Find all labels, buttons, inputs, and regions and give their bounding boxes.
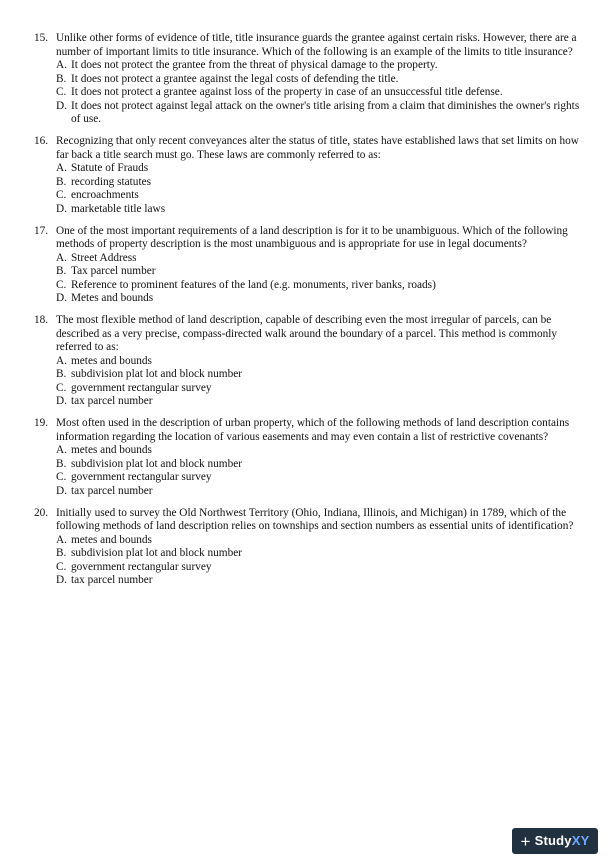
question-item <box>34 135 580 216</box>
answer-option <box>56 534 580 548</box>
option-letter: A. <box>56 162 67 174</box>
question-stem: Initially used to survey the Old Northwest Territory (Ohio, Indiana, Illinois, and Michigan) in 1789, which of the following methods of land description relies on townships and section numbers as essential units of identification? <box>56 506 574 532</box>
option-text: tax parcel number <box>71 574 153 586</box>
option-text: tax parcel number <box>71 395 153 407</box>
option-letter: B. <box>56 72 67 85</box>
answer-options <box>56 252 580 306</box>
answer-options <box>56 162 580 216</box>
answer-options <box>56 534 580 588</box>
question-number: 17. <box>34 224 49 237</box>
option-text: recording statutes <box>71 175 151 188</box>
question-stem: The most flexible method of land description, capable of describing even the most irregular of parcels, can be described as a very precise, compass-directed walk around the boundary of a parcel. This method is commonly referred to as: <box>56 314 558 353</box>
logo-text-accent: XY <box>571 833 590 849</box>
answer-option <box>56 355 580 369</box>
option-letter: D. <box>56 395 67 407</box>
option-letter: C. <box>56 471 67 483</box>
option-letter: A. <box>56 444 67 456</box>
plus-icon: + <box>520 831 531 851</box>
option-letter: B. <box>56 175 67 188</box>
answer-option <box>56 444 580 458</box>
option-text: marketable title laws <box>71 202 166 215</box>
option-text: metes and bounds <box>71 533 152 546</box>
option-letter: C. <box>56 278 67 291</box>
studyxy-logo <box>512 828 598 854</box>
option-text: Tax parcel number <box>71 265 156 277</box>
question-list <box>34 32 580 596</box>
option-letter: C. <box>56 189 67 201</box>
question-stem: Unlike other forms of evidence of title, title insurance guards the grantee against certain risks. However, there are a number of important limits to title insurance. Which of the following is an example of the limits to title insurance? <box>56 32 577 58</box>
option-text: tax parcel number <box>71 484 153 497</box>
option-letter: C. <box>56 86 67 98</box>
option-letter: D. <box>56 484 67 497</box>
question-number: 16. <box>34 135 49 147</box>
option-text: Metes and bounds <box>71 292 154 304</box>
option-text: subdivision plat lot and block number <box>71 457 243 470</box>
answer-option <box>56 162 580 176</box>
option-letter: C. <box>56 381 67 394</box>
answer-option <box>56 73 580 87</box>
question-number: 19. <box>34 417 49 429</box>
question-stem: One of the most important requirements of a land description is for it to be unambiguous. Which of the following methods of property description is the most unambiguous and is appropriate for use in legal documents? <box>56 224 568 250</box>
question-item <box>34 225 580 306</box>
option-letter: D. <box>56 574 67 586</box>
option-text: government rectangular survey <box>71 471 212 483</box>
answer-option <box>56 458 580 472</box>
option-letter: B. <box>56 547 67 559</box>
option-letter: A. <box>56 354 67 367</box>
answer-option <box>56 265 580 279</box>
answer-option <box>56 252 580 266</box>
question-number: 15. <box>34 32 49 44</box>
option-text: metes and bounds <box>71 444 152 456</box>
answer-options <box>56 59 580 127</box>
answer-option <box>56 561 580 575</box>
question-stem: Recognizing that only recent conveyances alter the status of title, states have established laws that set limits on how far back a title search must go. These laws are commonly referred to as: <box>56 135 579 161</box>
answer-option <box>56 100 580 127</box>
question-stem: Most often used in the description of urban property, which of the following methods of land description contains information regarding the location of various easements and may even contain a list of restrictive covenants? <box>56 417 570 443</box>
option-text: Street Address <box>71 251 137 264</box>
option-text: Statute of Frauds <box>71 162 149 174</box>
option-text: subdivision plat lot and block number <box>71 547 243 559</box>
option-letter: A. <box>56 251 67 264</box>
answer-option <box>56 59 580 73</box>
option-text: government rectangular survey <box>71 560 212 573</box>
question-item <box>34 507 580 588</box>
option-letter: B. <box>56 457 67 470</box>
answer-options <box>56 444 580 498</box>
answer-option <box>56 368 580 382</box>
question-number: 20. <box>34 506 49 519</box>
answer-options <box>56 355 580 409</box>
answer-option <box>56 279 580 293</box>
answer-option <box>56 292 580 306</box>
answer-option <box>56 176 580 190</box>
answer-option <box>56 485 580 499</box>
option-text: encroachments <box>71 189 139 201</box>
question-number: 18. <box>34 314 49 326</box>
answer-option <box>56 395 580 409</box>
option-letter: C. <box>56 560 67 573</box>
option-letter: D. <box>56 202 67 215</box>
option-letter: B. <box>56 368 67 380</box>
question-item <box>34 32 580 127</box>
option-letter: A. <box>56 59 67 71</box>
option-text: It does not protect a grantee against the legal costs of defending the title. <box>71 72 399 85</box>
answer-option <box>56 189 580 203</box>
question-item <box>34 314 580 409</box>
option-text: It does not protect a grantee against loss of the property in case of an unsuccessful title defense. <box>71 86 503 98</box>
option-text: It does not protect the grantee from the threat of physical damage to the property. <box>71 59 438 71</box>
answer-option <box>56 547 580 561</box>
answer-option <box>56 86 580 100</box>
answer-option <box>56 471 580 485</box>
option-text: It does not protect against legal attack on the owner's title arising from a claim that diminishes the owner's rights of use. <box>71 99 580 125</box>
option-letter: A. <box>56 533 67 546</box>
option-letter: B. <box>56 265 67 277</box>
option-letter: D. <box>56 292 67 304</box>
logo-text-main: Study <box>534 833 572 849</box>
answer-option <box>56 382 580 396</box>
option-text: metes and bounds <box>71 354 152 367</box>
option-text: government rectangular survey <box>71 381 212 394</box>
option-letter: D. <box>56 99 67 112</box>
answer-option <box>56 574 580 588</box>
option-text: Reference to prominent features of the land (e.g. monuments, river banks, roads) <box>71 278 436 291</box>
answer-option <box>56 203 580 217</box>
option-text: subdivision plat lot and block number <box>71 368 243 380</box>
question-item <box>34 417 580 498</box>
